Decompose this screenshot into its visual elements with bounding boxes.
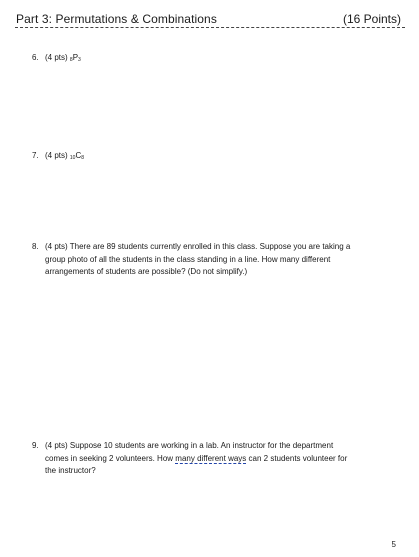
- combination-expression: $_{10}C_8$: [69, 151, 85, 161]
- question-text-line: comes in seeking 2 volunteers. How many different ways can 2 students volunteer for: [45, 453, 348, 463]
- question-text-line: group photo of all the students in the class standing in a line. How many different: [45, 254, 331, 264]
- page-number: 5: [391, 540, 396, 549]
- question-text-line: the instructor?: [45, 466, 96, 475]
- question-text-line: (4 pts) There are 89 students currently enrolled in this class. Suppose you are taking a: [45, 242, 351, 251]
- question-points: (4 pts): [45, 151, 68, 160]
- permutation-expression: $_8P_3$: [69, 53, 81, 63]
- question-text-line: arrangements of students are possible? (Do not simplify.): [45, 267, 248, 276]
- section-header: [15, 11, 405, 28]
- question-7: [32, 150, 84, 165]
- question-6: [32, 52, 81, 67]
- underlined-phrase: many different ways: [175, 453, 247, 463]
- section-title: Part 3: Permutations & Combinations: [16, 12, 217, 26]
- question-number: 7.: [32, 151, 39, 160]
- question-number: 8.: [32, 242, 39, 251]
- question-text-line: (4 pts) Suppose 10 students are working in a lab. An instructor for the department: [45, 441, 334, 450]
- section-points: (16 Points): [342, 12, 401, 26]
- question-number: 9.: [32, 441, 39, 450]
- question-points: (4 pts): [45, 53, 68, 62]
- question-9: [32, 440, 347, 478]
- question-8: [32, 241, 350, 279]
- question-number: 6.: [32, 53, 39, 62]
